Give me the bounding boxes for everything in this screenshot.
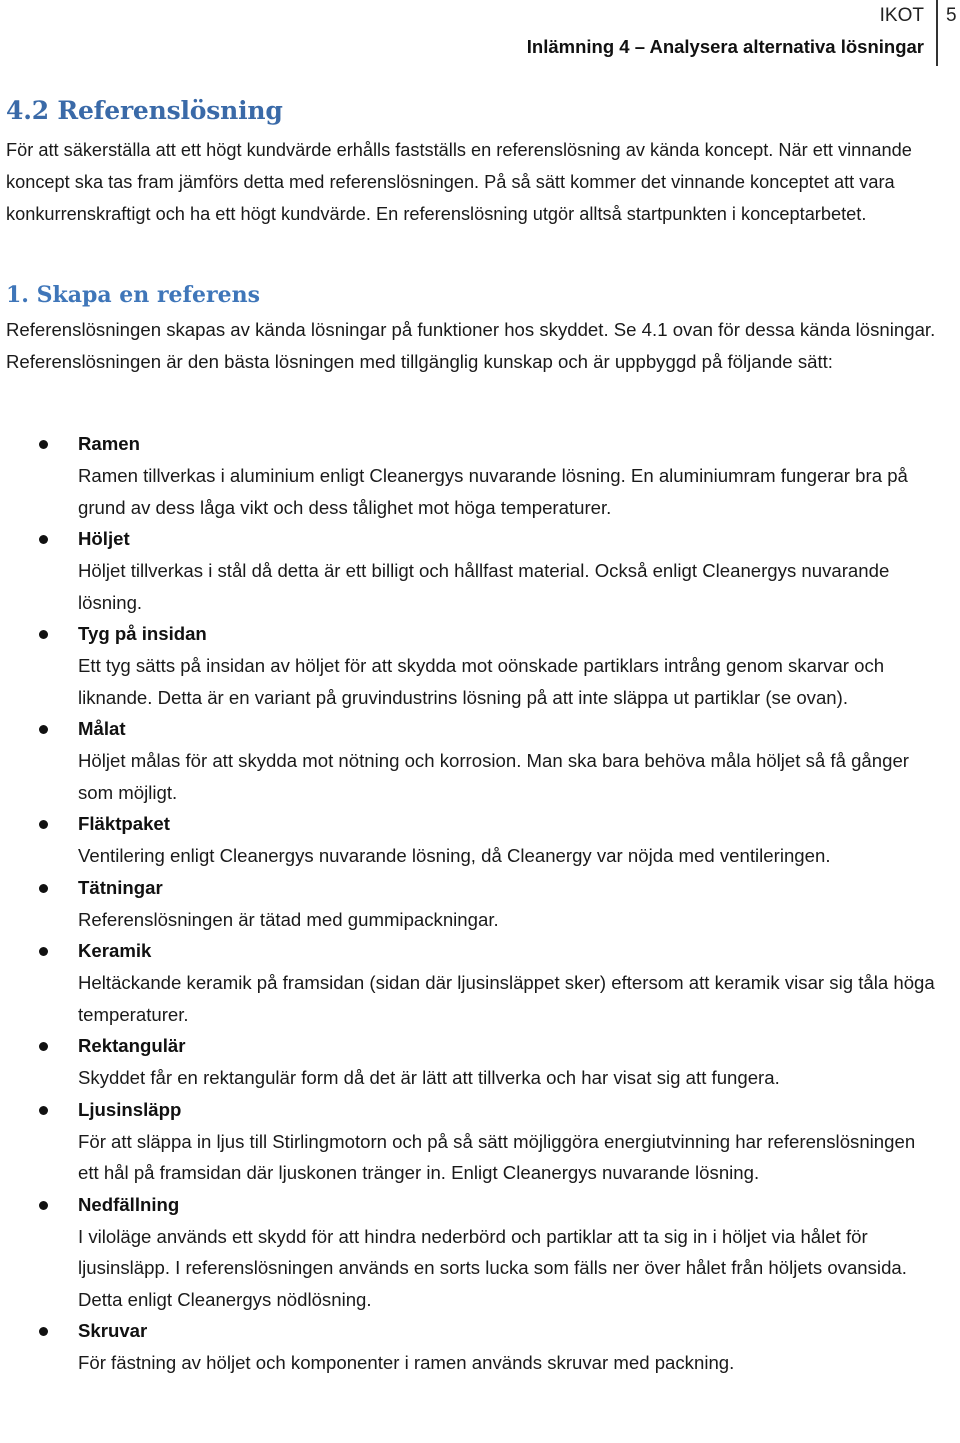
list-item-description: Ventilering enligt Cleanergys nuvarande lösning, då Cleanergy var nöjda med ventileringen. bbox=[78, 845, 831, 866]
section-intro: För att säkerställa att ett högt kundvärde erhålls fastställs en referenslösning av kända koncept. När ett vinnande koncept ska tas fram jämförs detta med referenslösningen. På så sätt kommer det vinnande konceptet att vara konkurrenskraftigt och ha ett högt kundvärde. En referenslösning utgör alltså startpunkten i konceptarbetet. bbox=[6, 140, 912, 224]
list-item-description: Ramen tillverkas i aluminium enligt Cleanergys nuvarande lösning. En aluminiumram fungerar bra på grund av dess låga vikt och dess tålighet mot höga temperaturer. bbox=[78, 465, 908, 518]
list-item-title: Tätningar bbox=[78, 876, 163, 898]
list-item-title: Ramen bbox=[78, 433, 141, 454]
list-item-description: Heltäckande keramik på framsidan (sidan där ljusinsläppet sker) eftersom att keramik visar sig tåla höga temperaturer. bbox=[78, 972, 935, 1025]
list-item-description: Höljet tillverkas i stål då detta är ett billigt och hållfast material. Också enligt Cleanergys nuvarande lösning. bbox=[78, 560, 890, 613]
list-item-title: Målat bbox=[78, 718, 126, 739]
bullet-icon bbox=[39, 1106, 48, 1115]
list-item-title: Ljusinsläpp bbox=[78, 1098, 182, 1120]
list-item bbox=[0, 713, 940, 808]
list-item bbox=[0, 428, 940, 523]
bullet-icon bbox=[39, 884, 48, 893]
header-title: Inlämning 4 – Analysera alternativa lösningar bbox=[526, 36, 924, 57]
bullet-icon bbox=[39, 535, 48, 544]
list-item bbox=[0, 808, 940, 872]
bullet-icon bbox=[39, 725, 48, 734]
bullet-icon bbox=[39, 1201, 48, 1210]
list-item bbox=[0, 872, 940, 936]
list-item-description: I viloläge används ett skydd för att hindra nederbörd och partiklar att ta sig in i höljet via hålet för ljusinsläpp. I referenslösningen används en sorts lucka som fälls ner över hålet från höljets ovansida. Detta enligt Cleanergys nödlösning. bbox=[78, 1225, 907, 1310]
component-list bbox=[0, 428, 940, 1379]
section-heading: 4.2 Referenslösning bbox=[6, 96, 283, 125]
bullet-icon bbox=[39, 630, 48, 639]
bullet-icon bbox=[39, 820, 48, 829]
list-item-title: Höljet bbox=[78, 528, 130, 549]
bullet-icon bbox=[39, 1042, 48, 1051]
list-item-title: Keramik bbox=[78, 940, 152, 961]
list-item-description: Ett tyg sätts på insidan av höljet för att skydda mot oönskade partiklars intrång genom skarvar och liknande. Detta är en variant på gruvindustrins lösning på att inte släppa ut partiklar (se ovan). bbox=[78, 655, 885, 708]
bullet-icon bbox=[39, 440, 48, 449]
list-item-description: För fästning av höljet och komponenter i ramen används skruvar med packning. bbox=[78, 1352, 735, 1373]
bullet-icon bbox=[39, 1327, 48, 1336]
page-number: 5 bbox=[946, 5, 957, 26]
list-item bbox=[0, 1030, 940, 1094]
list-item-description: Referenslösningen är tätad med gummipackningar. bbox=[78, 908, 499, 930]
list-item bbox=[0, 1189, 940, 1316]
list-item bbox=[0, 523, 940, 618]
list-item-title: Skruvar bbox=[78, 1320, 148, 1341]
page-header bbox=[0, 0, 960, 70]
list-item bbox=[0, 1094, 940, 1189]
bullet-icon bbox=[39, 947, 48, 956]
list-item-description: Skyddet får en rektangulär form då det är lätt att tillverka och har visat sig att fungera. bbox=[78, 1067, 780, 1088]
list-item-title: Tyg på insidan bbox=[78, 623, 207, 644]
list-item-title: Fläktpaket bbox=[78, 813, 170, 834]
list-item-description: För att släppa in ljus till Stirlingmotorn och på så sätt möjliggöra energiutvinning har referenslösningen ett hål på framsidan där ljuskonen tränger in. Enligt Cleanergys nuvarande lösning. bbox=[78, 1130, 916, 1183]
list-item-description: Höljet målas för att skydda mot nötning och korrosion. Man ska bara behöva måla höljet så få gånger som möjligt. bbox=[78, 750, 909, 803]
list-item bbox=[0, 1315, 940, 1379]
list-item-title: Rektangulär bbox=[78, 1035, 186, 1056]
subsection-intro: Referenslösningen skapas av kända lösningar på funktioner hos skyddet. Se 4.1 ovan för dessa kända lösningar. Referenslösningen är den bästa lösningen med tillgänglig kunskap och är uppbyggd på följande sätt: bbox=[6, 319, 936, 372]
list-item bbox=[0, 935, 940, 1030]
header-course: IKOT bbox=[879, 5, 924, 26]
list-item-title: Nedfällning bbox=[78, 1193, 180, 1215]
subsection-heading: 1. Skapa en referens bbox=[6, 282, 260, 308]
header-divider bbox=[936, 0, 938, 66]
list-item bbox=[0, 618, 940, 713]
